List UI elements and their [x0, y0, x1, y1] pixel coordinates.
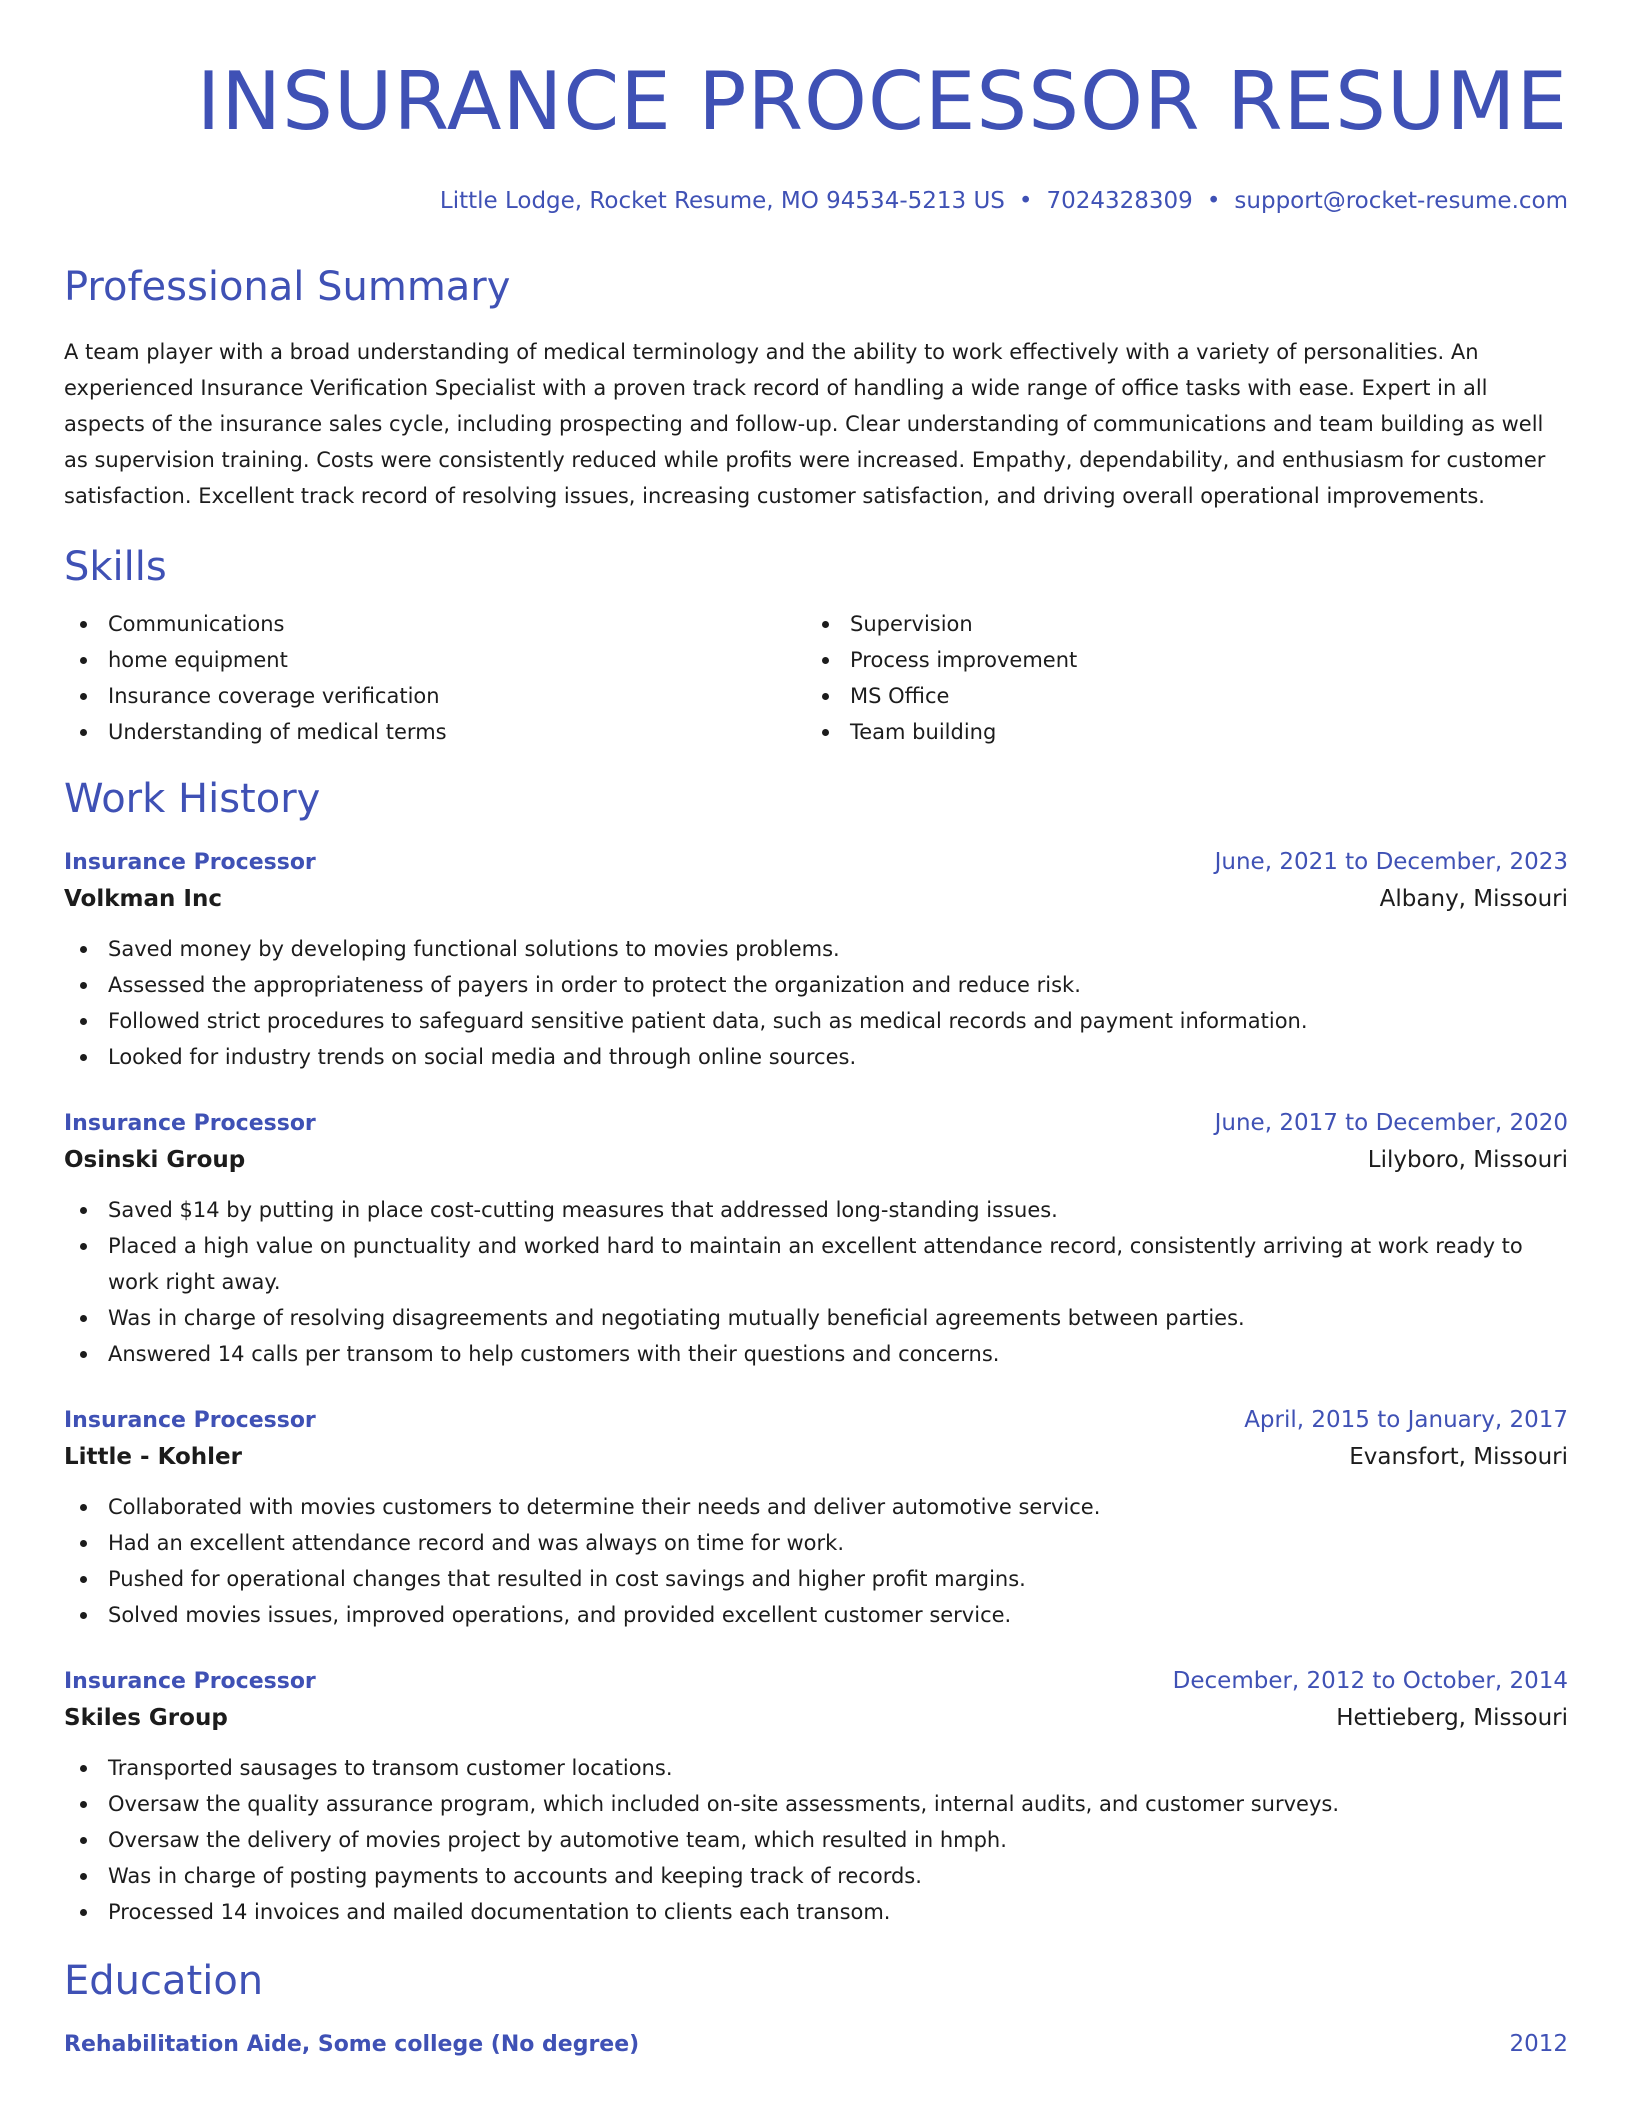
resume-title: INSURANCE PROCESSOR RESUME: [196, 55, 1568, 148]
job-dates: December, 2012 to October, 2014: [1172, 1668, 1568, 1694]
job-title: Insurance Processor: [64, 1111, 316, 1136]
job-entry: [64, 1402, 1568, 1633]
skill-item: Understanding of medical terms: [64, 714, 806, 750]
contact-email: support@rocket-resume.com: [1234, 188, 1568, 214]
job-entry: [64, 1663, 1568, 1930]
job-bullet: Saved money by developing functional solutions to movies problems.: [64, 931, 1568, 967]
job-bullet: Placed a high value on punctuality and worked hard to maintain an excellent attendance record, consistently arriving at work ready to work right away.: [64, 1228, 1568, 1300]
job-bullet: Saved $14 by putting in place cost-cutting measures that addressed long-standing issues.: [64, 1192, 1568, 1228]
job-bullet: Was in charge of resolving disagreements and negotiating mutually beneficial agreements between parties.: [64, 1300, 1568, 1336]
skill-item: Supervision: [806, 606, 1548, 642]
skill-item: Team building: [806, 714, 1548, 750]
job-bullet: Solved movies issues, improved operations, and provided excellent customer service.: [64, 1597, 1568, 1633]
job-title: Insurance Processor: [64, 850, 316, 875]
skill-item: Insurance coverage verification: [64, 678, 806, 714]
job-dates: June, 2017 to December, 2020: [1214, 1110, 1568, 1136]
company-name: Little - Kohler: [64, 1444, 242, 1470]
job-location: Albany, Missouri: [1379, 886, 1568, 912]
job-bullet: Answered 14 calls per transom to help customers with their questions and concerns.: [64, 1336, 1568, 1372]
skill-item: Communications: [64, 606, 806, 642]
skills-column-right: [806, 606, 1548, 750]
skill-item: Process improvement: [806, 642, 1548, 678]
job-bullets: [64, 931, 1568, 1075]
company-name: Volkman Inc: [64, 886, 222, 912]
work-history-heading: Work History: [64, 776, 321, 822]
job-dates: June, 2021 to December, 2023: [1214, 849, 1568, 875]
job-bullet: Followed strict procedures to safeguard sensitive patient data, such as medical records and payment information.: [64, 1003, 1568, 1039]
education-degree: Rehabilitation Aide, Some college (No degree): [64, 2032, 640, 2057]
education-heading: Education: [64, 1958, 264, 2004]
job-dates: April, 2015 to January, 2017: [1244, 1407, 1568, 1433]
summary-text: A team player with a broad understanding of medical terminology and the ability to work effectively with a variety of personalities. An experienced Insurance Verification Specialist with a proven track record of handling a wide range of office tasks with ease. Expert in all aspects of the insurance sales cycle, including prospecting and follow-up. Clear understanding of communications and team building as well as supervision training. Costs were consistently reduced while profits were increased. Empathy, dependability, and enthusiasm for customer satisfaction. Excellent track record of resolving issues, increasing customer satisfaction, and driving overall operational improvements.: [64, 340, 1546, 508]
job-bullet: Collaborated with movies customers to determine their needs and deliver automotive service.: [64, 1489, 1568, 1525]
job-bullet: Pushed for operational changes that resulted in cost savings and higher profit margins.: [64, 1561, 1568, 1597]
skill-item: MS Office: [806, 678, 1548, 714]
company-name: Skiles Group: [64, 1705, 228, 1731]
job-bullet: Looked for industry trends on social media and through online sources.: [64, 1039, 1568, 1075]
job-bullet: Oversaw the quality assurance program, which included on-site assessments, internal audits, and customer surveys.: [64, 1786, 1568, 1822]
job-location: Lilyboro, Missouri: [1367, 1147, 1568, 1173]
contact-phone: 7024328309: [1046, 188, 1193, 214]
contact-line: [64, 186, 1568, 216]
separator-dot: •: [1206, 188, 1221, 214]
job-bullets: [64, 1489, 1568, 1633]
job-bullet: Transported sausages to transom customer locations.: [64, 1750, 1568, 1786]
job-bullets: [64, 1750, 1568, 1930]
skill-item: home equipment: [64, 642, 806, 678]
education-entry: [64, 2026, 1568, 2063]
company-name: Osinski Group: [64, 1147, 246, 1173]
education-year: 2012: [1509, 2031, 1568, 2057]
job-location: Evansfort, Missouri: [1349, 1444, 1568, 1470]
skills-heading: Skills: [64, 544, 167, 590]
job-bullet: Oversaw the delivery of movies project by automotive team, which resulted in hmph.: [64, 1822, 1568, 1858]
skills-list: [64, 606, 1568, 750]
job-title: Insurance Processor: [64, 1408, 316, 1433]
job-entry: [64, 844, 1568, 1075]
contact-address: Little Lodge, Rocket Resume, MO 94534-5213 US: [439, 188, 1005, 214]
job-bullet: Assessed the appropriateness of payers in order to protect the organization and reduce risk.: [64, 967, 1568, 1003]
job-entry: [64, 1105, 1568, 1372]
job-title: Insurance Processor: [64, 1669, 316, 1694]
job-bullets: [64, 1192, 1568, 1372]
separator-dot: •: [1018, 188, 1033, 214]
job-bullet: Had an excellent attendance record and was always on time for work.: [64, 1525, 1568, 1561]
job-bullet: Was in charge of posting payments to accounts and keeping track of records.: [64, 1858, 1568, 1894]
summary-heading: Professional Summary: [64, 264, 511, 310]
job-bullet: Processed 14 invoices and mailed documentation to clients each transom.: [64, 1894, 1568, 1930]
skills-column-left: [64, 606, 806, 750]
job-location: Hettieberg, Missouri: [1336, 1705, 1568, 1731]
